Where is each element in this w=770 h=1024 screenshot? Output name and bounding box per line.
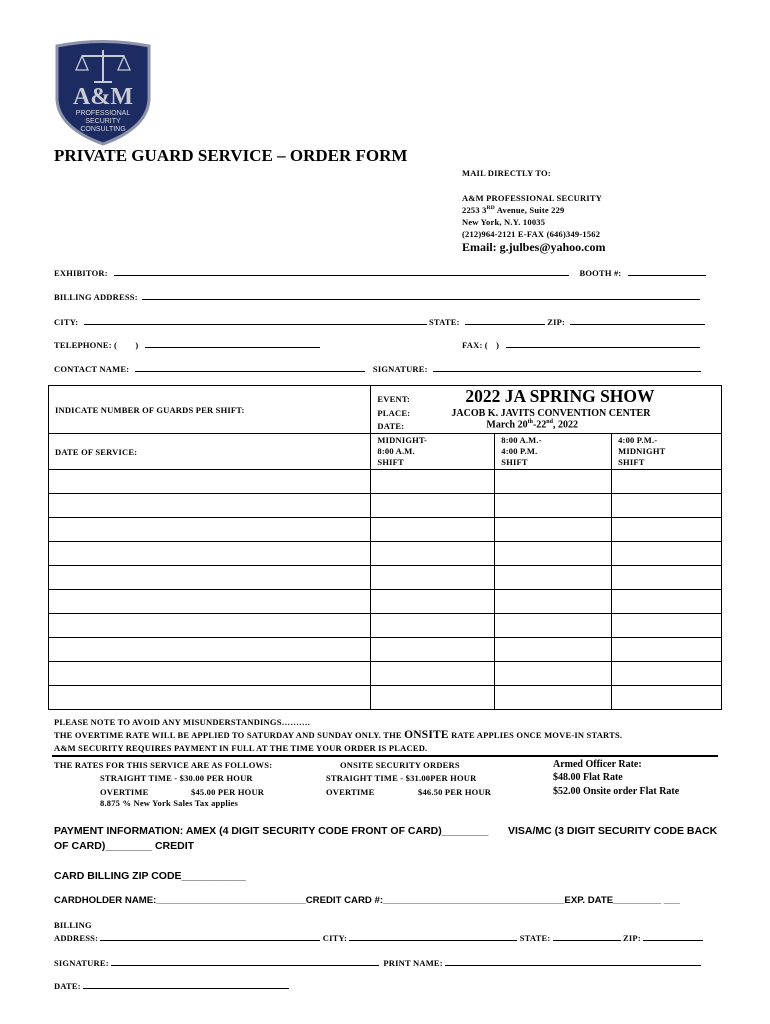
armed-heading: Armed Officer Rate:: [553, 759, 642, 770]
evening-shift-cell[interactable]: [612, 638, 722, 662]
billing-city-field[interactable]: [349, 932, 517, 941]
midnight-shift-cell[interactable]: [371, 686, 495, 710]
signature-label: SIGNATURE:: [372, 364, 428, 374]
table-row: [49, 638, 722, 662]
note-line-3: A&M SECURITY REQUIRES PAYMENT IN FULL AT THE TIME YOUR ORDER IS PLACED.: [54, 743, 428, 753]
table-row: [49, 494, 722, 518]
shift-evening-cell: [612, 434, 722, 470]
day-shift-cell[interactable]: [495, 686, 612, 710]
mail-heading: MAIL DIRECTLY TO:: [462, 168, 551, 178]
mail-street-number: 2253 3: [462, 205, 487, 215]
telephone-row: [54, 339, 320, 350]
shift-midnight-cell: [371, 434, 495, 470]
mail-street: [462, 205, 565, 215]
company-logo: [54, 40, 152, 146]
logo-line-1: PROFESSIONAL: [75, 110, 131, 117]
exhibitor-field[interactable]: [114, 267, 569, 276]
midnight-shift-cell[interactable]: [371, 614, 495, 638]
onsite-heading: ONSITE SECURITY ORDERS: [340, 760, 460, 770]
shift-day-line-3: SHIFT: [501, 457, 528, 467]
date-value: [486, 419, 578, 430]
shift-midnight-label: [371, 434, 494, 469]
onsite-overtime-label: OVERTIME: [326, 787, 375, 797]
telephone-close: ): [135, 340, 139, 350]
billing-state-label: STATE:: [519, 933, 551, 943]
billing-zip-label: ZIP:: [623, 933, 641, 943]
mail-street-suffix: RD: [486, 205, 495, 212]
mail-company: A&M PROFESSIONAL SECURITY: [462, 193, 603, 203]
booth-label: BOOTH #:: [579, 268, 622, 278]
midnight-shift-cell[interactable]: [371, 638, 495, 662]
date-of-service-label: DATE OF SERVICE:: [55, 446, 138, 457]
contact-row: [54, 363, 701, 374]
billing-label-1: BILLING: [54, 920, 92, 930]
date-row: [54, 980, 289, 991]
date-value-year: , 2022: [552, 419, 578, 431]
payment-line-1a[interactable]: PAYMENT INFORMATION: AMEX (4 DIGIT SECURITY CODE FRONT OF CARD)________: [54, 825, 489, 837]
table-row: [49, 566, 722, 590]
event-value: 2022 JA SPRING SHOW: [465, 386, 655, 406]
onsite-straight: STRAIGHT TIME - $31.00PER HOUR: [326, 773, 477, 783]
day-shift-cell[interactable]: [495, 470, 612, 494]
midnight-shift-cell[interactable]: [371, 494, 495, 518]
event-info-cell: [371, 386, 722, 434]
day-shift-cell[interactable]: [495, 542, 612, 566]
mail-street-name: Avenue, Suite 229: [494, 205, 565, 215]
shift-day-line-2: 4:00 P.M.: [501, 446, 538, 456]
booth-field[interactable]: [628, 267, 706, 276]
contact-name-label: CONTACT NAME:: [54, 364, 130, 374]
card-zip-field[interactable]: CARD BILLING ZIP CODE___________: [54, 870, 246, 882]
mail-email[interactable]: Email: g.julbes@yahoo.com: [462, 240, 606, 254]
event-header-row: [49, 386, 722, 434]
billing-state-field[interactable]: [553, 932, 621, 941]
date-suffix-start: th: [527, 419, 533, 425]
table-row: [49, 590, 722, 614]
rates-heading: THE RATES FOR THIS SERVICE ARE AS FOLLOWS:: [54, 760, 273, 770]
payment-line-2[interactable]: OF CARD)________ CREDIT: [54, 840, 195, 852]
billing-address-row: [54, 932, 703, 943]
rates-tax: 8.875 % New York Sales Tax applies: [100, 798, 239, 808]
billing-row: [54, 291, 700, 302]
day-shift-cell[interactable]: [495, 590, 612, 614]
service-date-cell[interactable]: [49, 662, 371, 686]
logo-line-2: SECURITY: [85, 118, 121, 125]
note-line-1: PLEASE NOTE TO AVOID ANY MISUNDERSTANDINGS……….: [54, 717, 311, 727]
note-onsite-word: ONSITE: [404, 729, 449, 741]
billing-city-label: CITY:: [322, 933, 348, 943]
guards-label-cell: [49, 386, 371, 434]
payment-date-label: DATE:: [54, 981, 81, 991]
print-name-field[interactable]: [445, 957, 701, 966]
date-value-end: -22: [532, 419, 547, 431]
evening-shift-cell[interactable]: [612, 494, 722, 518]
shift-evening-label: [612, 434, 721, 469]
rates-divider: [52, 755, 718, 757]
service-date-cell[interactable]: [49, 590, 371, 614]
place-label: PLACE:: [377, 408, 411, 418]
midnight-shift-cell[interactable]: [371, 470, 495, 494]
telephone-field[interactable]: [145, 339, 320, 348]
shift-evening-line-1: 4:00 P.M.-: [618, 435, 658, 445]
service-date-cell[interactable]: [49, 566, 371, 590]
payment-signature-label: SIGNATURE:: [54, 958, 109, 968]
cardholder-row[interactable]: CARDHOLDER NAME:____________________________CREDIT CARD #:__________________________________EXP. DATE_________ ___: [54, 895, 680, 906]
table-row: [49, 614, 722, 638]
evening-shift-cell[interactable]: [612, 686, 722, 710]
city-field[interactable]: [84, 316, 427, 325]
fax-close: ): [496, 340, 500, 350]
onsite-overtime-value: $46.50 PER HOUR: [418, 787, 492, 797]
note-line-2: [54, 729, 622, 741]
guards-label: INDICATE NUMBER OF GUARDS PER SHIFT:: [55, 404, 245, 415]
fax-field[interactable]: [506, 339, 700, 348]
note-onsite-text: RATE APPLIES ONCE MOVE-IN STARTS.: [448, 730, 623, 740]
shift-evening-line-3: SHIFT: [618, 457, 645, 467]
billing-street-field[interactable]: [100, 932, 320, 941]
midnight-shift-cell[interactable]: [371, 590, 495, 614]
shift-header-row: [49, 434, 722, 470]
state-field[interactable]: [465, 316, 545, 325]
service-date-cell[interactable]: [49, 542, 371, 566]
contact-name-field[interactable]: [135, 363, 365, 372]
mail-phones: (212)964-2121 E-FAX (646)349-1562: [462, 229, 601, 239]
table-row: [49, 518, 722, 542]
payment-line-1b[interactable]: VISA/MC (3 DIGIT SECURITY CODE BACK: [508, 825, 718, 837]
payment-date-field[interactable]: [83, 980, 289, 989]
exhibitor-row: [54, 267, 716, 278]
shift-day-line-1: 8:00 A.M.-: [501, 435, 542, 445]
note-overtime-text: THE OVERTIME RATE WILL BE APPLIED TO SATURDAY AND SUNDAY ONLY. THE: [54, 730, 405, 740]
city-row: [54, 316, 705, 327]
city-label: CITY:: [54, 317, 79, 327]
print-name-label: PRINT NAME:: [383, 958, 443, 968]
shift-midnight-line-3: SHIFT: [377, 457, 404, 467]
midnight-shift-cell[interactable]: [371, 542, 495, 566]
shift-midnight-line-2: 8:00 A.M.: [377, 446, 415, 456]
page-title: PRIVATE GUARD SERVICE – ORDER FORM: [54, 146, 408, 165]
signature-print-row: [54, 957, 701, 968]
date-suffix-end: nd: [546, 419, 553, 425]
signature-field[interactable]: [433, 363, 701, 372]
zip-label: ZIP:: [547, 317, 566, 327]
day-shift-cell[interactable]: [495, 614, 612, 638]
shift-midnight-line-1: MIDNIGHT-: [377, 435, 428, 445]
billing-address-label-2: ADDRESS:: [54, 933, 99, 943]
service-date-cell[interactable]: [49, 470, 371, 494]
state-label: STATE:: [428, 317, 460, 327]
fax-row: [462, 339, 700, 350]
evening-shift-cell[interactable]: [612, 590, 722, 614]
midnight-shift-cell[interactable]: [371, 662, 495, 686]
service-date-cell[interactable]: [49, 686, 371, 710]
day-shift-cell[interactable]: [495, 518, 612, 542]
evening-shift-cell[interactable]: [612, 518, 722, 542]
armed-onsite: $52.00 Onsite order Flat Rate: [553, 786, 680, 797]
service-date-cell[interactable]: [49, 494, 371, 518]
fax-label: FAX: (: [462, 340, 488, 350]
logo-line-3: CONSULTING: [80, 126, 126, 133]
evening-shift-cell[interactable]: [612, 470, 722, 494]
day-shift-cell[interactable]: [495, 638, 612, 662]
service-date-cell[interactable]: [49, 638, 371, 662]
evening-shift-cell[interactable]: [612, 542, 722, 566]
evening-shift-cell[interactable]: [612, 566, 722, 590]
exhibitor-label: EXHIBITOR:: [54, 268, 108, 278]
table-row: [49, 542, 722, 566]
day-shift-cell[interactable]: [495, 566, 612, 590]
mail-city: New York, N.Y. 10035: [462, 217, 546, 227]
evening-shift-cell[interactable]: [612, 662, 722, 686]
midnight-shift-cell[interactable]: [371, 566, 495, 590]
place-value: JACOB K. JAVITS CONVENTION CENTER: [451, 408, 651, 419]
day-shift-cell[interactable]: [495, 662, 612, 686]
service-date-cell[interactable]: [49, 614, 371, 638]
table-row: [49, 662, 722, 686]
armed-flat: $48.00 Flat Rate: [553, 772, 623, 783]
event-label: EVENT:: [377, 394, 411, 404]
telephone-label: TELEPHONE: (: [54, 340, 118, 350]
shift-day-label: [495, 434, 611, 469]
table-row: [49, 470, 722, 494]
guard-order-table: [48, 385, 722, 710]
midnight-shift-cell[interactable]: [371, 518, 495, 542]
date-value-start: March 20: [486, 419, 528, 431]
date-label: DATE:: [377, 421, 405, 431]
table-row: [49, 686, 722, 710]
billing-address-label: BILLING ADDRESS:: [54, 292, 138, 302]
payment-signature-field[interactable]: [111, 957, 379, 966]
logo-main-text: A&M: [73, 84, 133, 110]
day-shift-cell[interactable]: [495, 494, 612, 518]
billing-zip-field[interactable]: [643, 932, 703, 941]
billing-address-field[interactable]: [142, 291, 700, 300]
rates-overtime-value: $45.00 PER HOUR: [191, 787, 265, 797]
evening-shift-cell[interactable]: [612, 614, 722, 638]
date-of-service-cell: [49, 434, 371, 470]
shift-day-cell: [495, 434, 612, 470]
shift-evening-line-2: MIDNIGHT: [618, 446, 666, 456]
rates-overtime-label: OVERTIME: [100, 787, 149, 797]
zip-field[interactable]: [570, 316, 705, 325]
rates-straight: STRAIGHT TIME - $30.00 PER HOUR: [100, 773, 253, 783]
service-date-cell[interactable]: [49, 518, 371, 542]
